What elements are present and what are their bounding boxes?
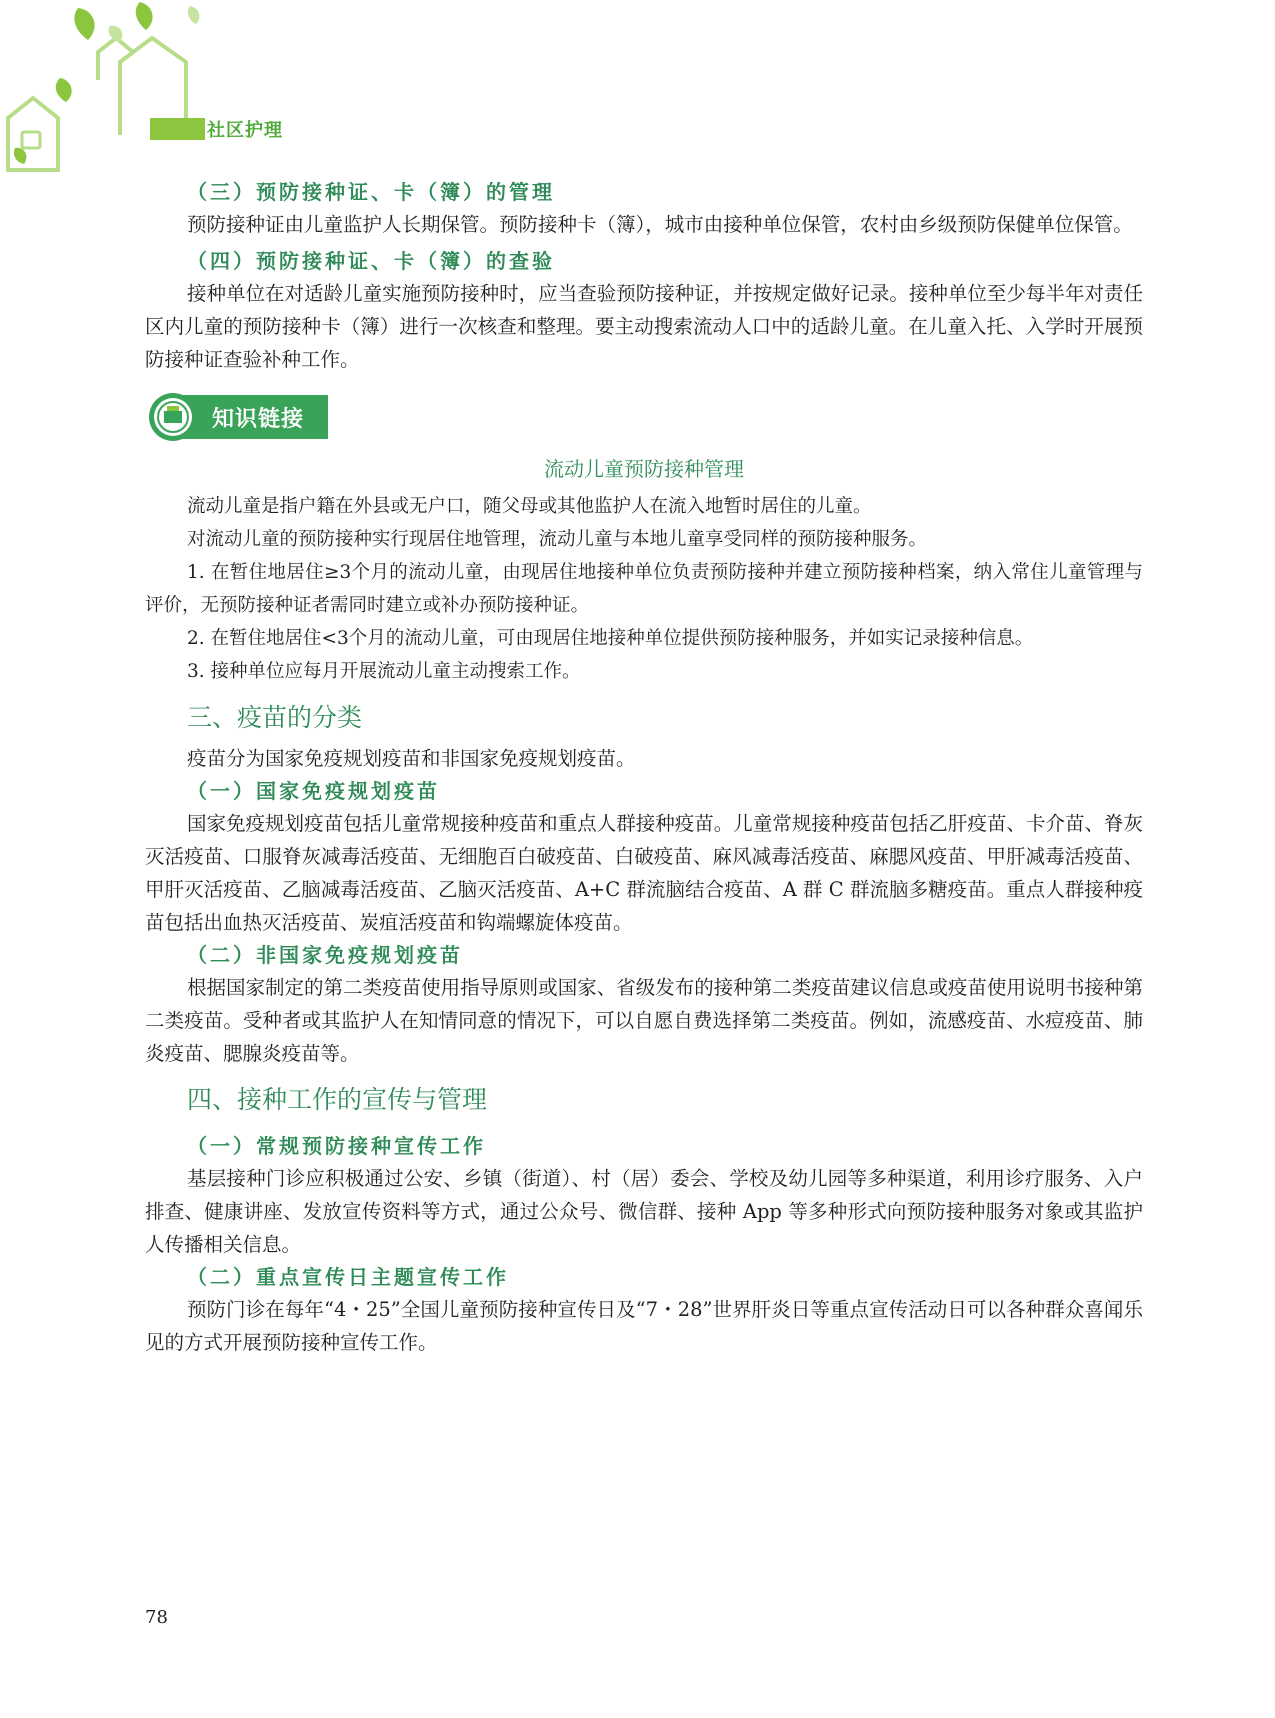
paragraph: 国家免疫规划疫苗包括儿童常规接种疫苗和重点人群接种疫苗。儿童常规接种疫苗包括乙肝疫苗、卡介苗、脊灰灭活疫苗、口服脊灰减毒活疫苗、无细胞百白破疫苗、白破疫苗、麻风减毒活疫苗、麻腮风疫苗、甲肝减毒活疫苗、甲肝灭活疫苗、乙脑减毒活疫苗、乙脑灭活疫苗、A+C 群流脑结合疫苗、A 群 C 群流脑多糖疫苗。重点人群接种疫苗包括出血热灭活疫苗、炭疽活疫苗和钩端螺旋体疫苗。 <box>145 812 1143 934</box>
page-number: 78 <box>145 1607 168 1628</box>
knowledge-paragraph: 对流动儿童的预防接种实行现居住地管理，流动儿童与本地儿童享受同样的预防接种服务。 <box>187 529 928 550</box>
knowledge-paragraph: 3. 接种单位应每月开展流动儿童主动搜索工作。 <box>187 661 581 682</box>
section-heading: （一）常规预防接种宣传工作 <box>187 1134 486 1158</box>
knowledge-paragraph: 2. 在暂住地居住<3个月的流动儿童，可由现居住地接种单位提供预防接种服务，并如实记录接种信息。 <box>187 628 1034 649</box>
paragraph: 根据国家制定的第二类疫苗使用指导原则或国家、省级发布的接种第二类疫苗建议信息或疫苗使用说明书接种第二类疫苗。受种者或其监护人在知情同意的情况下，可以自愿自费选择第二类疫苗。例如，流感疫苗、水痘疫苗、肺炎疫苗、腮腺炎疫苗等。 <box>145 976 1143 1065</box>
chapter-bar <box>150 118 205 140</box>
paragraph: 基层接种门诊应积极通过公安、乡镇（街道）、村（居）委会、学校及幼儿园等多种渠道，利用诊疗服务、入户排查、健康讲座、发放宣传资料等方式，通过公众号、微信群、接种 App 等多种形式向预防接种服务对象或其监护人传播相关信息。 <box>145 1167 1143 1256</box>
section-heading: （一）国家免疫规划疫苗 <box>187 779 440 803</box>
paragraph: 疫苗分为国家免疫规划疫苗和非国家免疫规划疫苗。 <box>187 747 636 770</box>
knowledge-paragraph: 1. 在暂住地居住≥3个月的流动儿童，由现居住地接种单位负责预防接种并建立预防接种档案，纳入常住儿童管理与评价，无预防接种证者需同时建立或补办预防接种证。 <box>145 562 1143 616</box>
paragraph: 预防门诊在每年“4・25”全国儿童预防接种宣传日及“7・28”世界肝炎日等重点宣传活动日可以各种群众喜闻乐见的方式开展预防接种宣传工作。 <box>145 1298 1143 1354</box>
chapter-heading: 四、接种工作的宣传与管理 <box>187 1085 488 1114</box>
knowledge-link-badge <box>146 392 328 442</box>
section-heading: （四）预防接种证、卡（簿）的查验 <box>187 249 555 273</box>
chapter-label: 社区护理 <box>207 120 283 141</box>
knowledge-paragraph: 流动儿童是指户籍在外县或无户口，随父母或其他监护人在流入地暂时居住的儿童。 <box>187 496 872 517</box>
section-heading: （三）预防接种证、卡（簿）的管理 <box>187 180 555 204</box>
knowledge-title: 流动儿童预防接种管理 <box>544 457 744 481</box>
section-heading: （二）非国家免疫规划疫苗 <box>187 943 463 967</box>
knowledge-badge-label: 知识链接 <box>212 406 305 432</box>
header-houses-leaves-icon <box>0 0 215 180</box>
paragraph: 接种单位在对适龄儿童实施预防接种时，应当查验预防接种证，并按规定做好记录。接种单位至少每半年对责任区内儿童的预防接种卡（簿）进行一次核查和整理。要主动搜索流动人口中的适龄儿童。在儿童入托、入学时开展预防接种证查验补种工作。 <box>145 282 1143 371</box>
section-heading: （二）重点宣传日主题宣传工作 <box>187 1265 509 1289</box>
knowledge-box <box>145 454 1143 688</box>
chapter-heading: 三、疫苗的分类 <box>187 703 363 732</box>
paragraph: 预防接种证由儿童监护人长期保管。预防接种卡（簿），城市由接种单位保管，农村由乡级预防保健单位保管。 <box>187 213 1133 236</box>
page-content <box>145 176 1143 1359</box>
